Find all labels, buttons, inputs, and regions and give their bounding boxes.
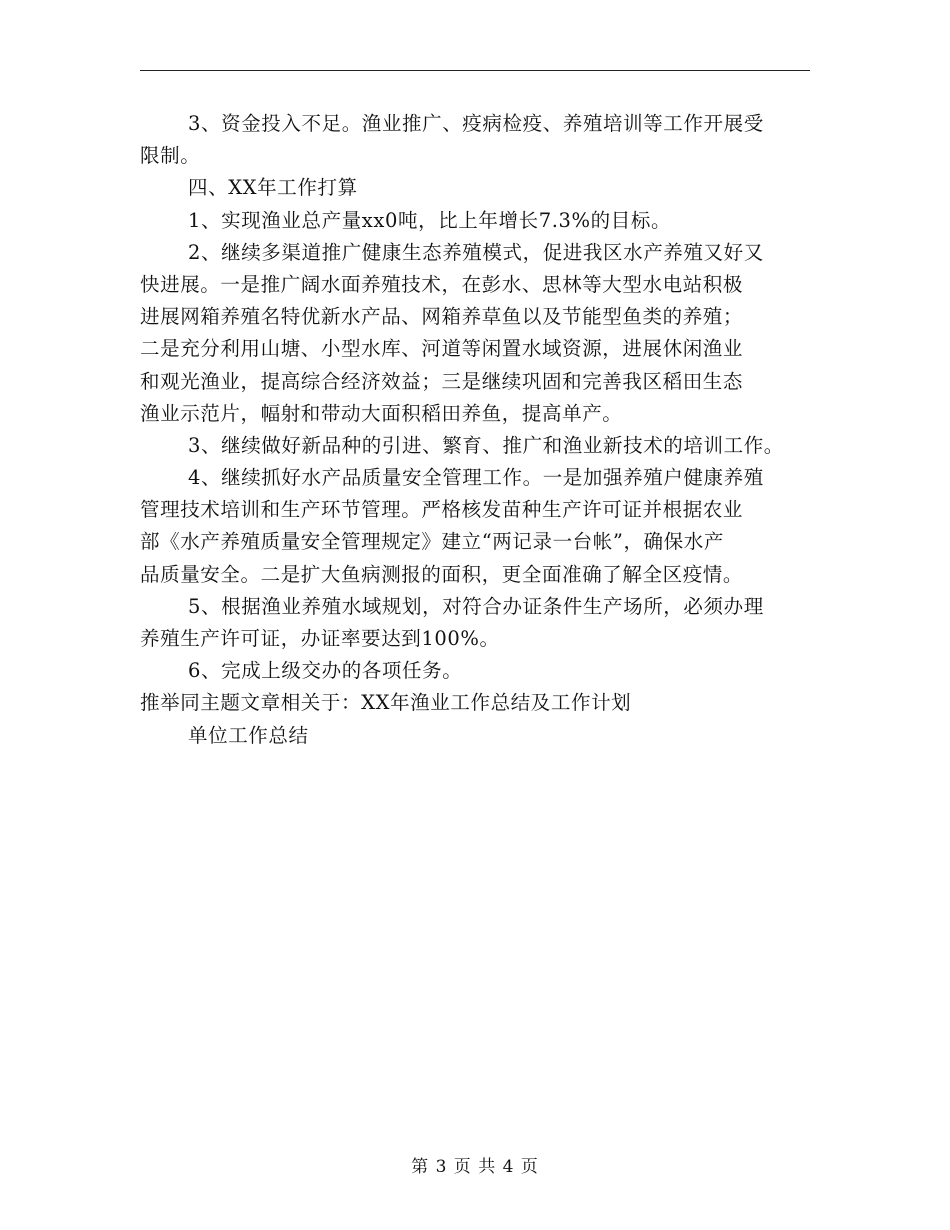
- page-number: 第 3 页 共 4 页: [411, 1157, 539, 1177]
- text-line: 5、根据渔业养殖水域规划，对符合办证条件生产场所，必须办理: [188, 594, 764, 618]
- text-line: 2、继续多渠道推广健康生态养殖模式，促进我区水产养殖又好又: [188, 240, 764, 264]
- text-line: 品质量安全。二是扩大鱼病测报的面积，更全面准确了解全区疫情。: [140, 562, 744, 586]
- text-line: 3、资金投入不足。渔业推广、疫病检疫、养殖培训等工作开展受: [188, 112, 764, 135]
- header-rule: [140, 70, 810, 71]
- related-article-link[interactable]: 单位工作总结: [188, 723, 309, 747]
- text-line: 部《水产养殖质量安全管理规定》建立“两记录一台帐”，确保水产: [140, 530, 724, 554]
- text-line: 4、继续抓好水产品质量安全管理工作。一是加强养殖户健康养殖: [188, 466, 764, 490]
- text-line: 3、继续做好新品种的引进、繁育、推广和渔业新技术的培训工作。: [188, 433, 784, 457]
- text-line: 1、实现渔业总产量xx0吨，比上年增长7.3%的目标。: [188, 208, 672, 232]
- text-line: 6、完成上级交办的各项任务。: [188, 659, 463, 683]
- text-line: 快进展。一是推广阔水面养殖技术，在彭水、思林等大型水电站积极: [140, 272, 744, 296]
- related-articles-line: 推举同主题文章相关于：XX年渔业工作总结及工作计划: [140, 691, 632, 715]
- text-line: 进展网箱养殖名特优新水产品、网箱养草鱼以及节能型鱼类的养殖；: [140, 305, 744, 329]
- text-line: 养殖生产许可证，办证率要达到100%。: [140, 627, 500, 650]
- text-line: 限制。: [140, 144, 201, 168]
- text-line: 渔业示范片，幅射和带动大面积稻田养鱼，提高单产。: [140, 401, 623, 425]
- text-line: 管理技术培训和生产环节管理。严格核发苗种生产许可证并根据农业: [140, 498, 744, 522]
- section-heading: 四、XX年工作打算: [188, 176, 358, 200]
- text-line: 和观光渔业，提高综合经济效益；三是继续巩固和完善我区稻田生态: [140, 369, 744, 393]
- text-line: 二是充分利用山塘、小型水库、河道等闲置水域资源，进展休闲渔业: [140, 337, 744, 361]
- document-body: [140, 108, 812, 752]
